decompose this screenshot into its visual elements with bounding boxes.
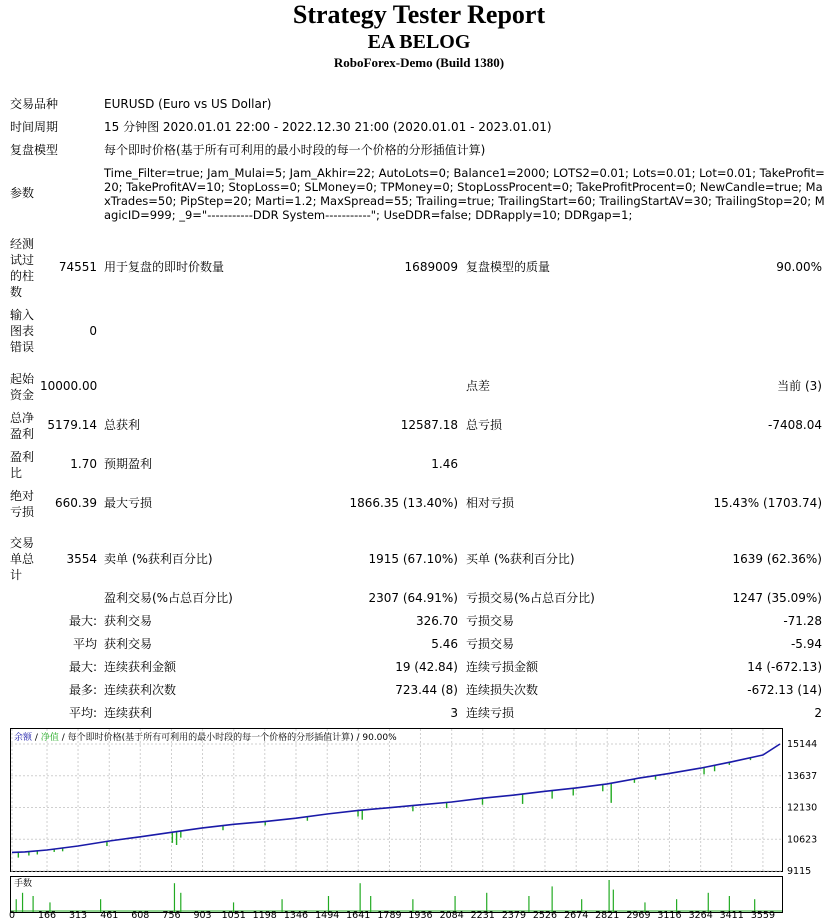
x-tick-label: 1346 bbox=[283, 910, 309, 921]
chart-legend bbox=[14, 731, 397, 743]
lots-label: 手数 bbox=[14, 879, 33, 889]
largest-loss-value: -71.28 bbox=[783, 614, 822, 628]
x-tick-label: 3116 bbox=[657, 910, 682, 921]
most-loss-label: 连续损失次数 bbox=[466, 683, 539, 697]
gross-profit-value: 12587.18 bbox=[400, 418, 458, 432]
x-tick-label: 1494 bbox=[315, 910, 340, 921]
bars-label: 经测试过的柱数 bbox=[10, 237, 35, 299]
x-tick-label: 2969 bbox=[626, 910, 651, 921]
x-tick-label: 1789 bbox=[377, 910, 402, 921]
max-drawdown-label: 最大亏损 bbox=[104, 496, 153, 510]
x-tick-label: 2231 bbox=[470, 910, 495, 921]
abs-drawdown-value: 660.39 bbox=[55, 496, 97, 510]
errors-value: 0 bbox=[89, 324, 97, 338]
average-consecutive-losses-label: 连续亏损 bbox=[466, 706, 515, 720]
x-tick-label: 2821 bbox=[595, 910, 620, 921]
x-tick-label: 3411 bbox=[719, 910, 744, 921]
profit-factor-value: 1.70 bbox=[70, 457, 97, 471]
largest-loss-label: 亏损交易 bbox=[466, 614, 515, 628]
ticks-value: 1689009 bbox=[404, 260, 458, 274]
x-tick-label: 461 bbox=[100, 910, 119, 921]
average-consecutive-wins-value: 3 bbox=[450, 706, 458, 720]
lots-chart-frame bbox=[11, 877, 783, 913]
rel-drawdown-label: 相对亏损 bbox=[466, 496, 515, 510]
params-label: 参数 bbox=[10, 186, 35, 200]
x-tick-label: 3559 bbox=[750, 910, 776, 921]
largest-profit-label: 获利交易 bbox=[104, 614, 153, 628]
average-consecutive-losses-value: 2 bbox=[814, 706, 822, 720]
y-tick-label: 10623 bbox=[787, 834, 818, 846]
expected-payoff-value: 1.46 bbox=[431, 457, 458, 471]
legend-separator: / bbox=[34, 733, 38, 743]
average-profit-label: 获利交易 bbox=[104, 637, 153, 651]
gross-loss-value: -7408.04 bbox=[768, 418, 822, 432]
x-tick-label: 2674 bbox=[564, 910, 589, 921]
profit-trades-label: 盈利交易(%占总百分比) bbox=[104, 591, 233, 605]
legend-rest: / 每个即时价格(基于所有可利用的最小时段的每一个价格的分形插值计算) / 90.00% bbox=[61, 733, 397, 743]
max-drawdown-value: 1866.35 (13.40%) bbox=[349, 496, 458, 510]
spread-label: 点差 bbox=[466, 379, 491, 393]
symbol-value: EURUSD (Euro vs US Dollar) bbox=[104, 97, 272, 111]
server-build: RoboForex-Demo (Build 1380) bbox=[333, 55, 505, 70]
most-prefix: 最多: bbox=[68, 683, 97, 697]
net-profit-label: 总净盈利 bbox=[10, 411, 35, 441]
legend-equity: 净值 bbox=[40, 733, 59, 743]
balance-chart bbox=[10, 728, 828, 920]
profit-trades-value: 2307 (64.91%) bbox=[368, 591, 458, 605]
main-chart-frame bbox=[11, 729, 783, 872]
x-tick-label: 1641 bbox=[346, 910, 371, 921]
y-tick-label: 12130 bbox=[787, 802, 818, 814]
deposit-label: 起始资金 bbox=[10, 372, 35, 402]
average-consecutive-prefix: 平均: bbox=[68, 706, 97, 720]
y-tick-label: 13637 bbox=[787, 770, 818, 782]
max-consecutive-prefix: 最大: bbox=[68, 660, 97, 674]
report-title: Strategy Tester Report bbox=[292, 0, 546, 29]
x-tick-label: 3264 bbox=[688, 910, 713, 921]
max-consecutive-losses-label: 连续亏损金额 bbox=[466, 660, 539, 674]
largest-prefix: 最大: bbox=[68, 614, 97, 628]
y-axis-ticks bbox=[787, 739, 817, 877]
largest-profit-value: 326.70 bbox=[416, 614, 458, 628]
bars-value: 74551 bbox=[58, 260, 97, 274]
max-consecutive-losses-value: 14 (-672.13) bbox=[747, 660, 822, 674]
model-label: 复盘模型 bbox=[10, 143, 59, 157]
gross-profit-label: 总获利 bbox=[104, 418, 141, 432]
rel-drawdown-value: 15.43% (1703.74) bbox=[713, 496, 822, 510]
most-profit-value: 723.44 (8) bbox=[395, 683, 458, 697]
symbol-label: 交易品种 bbox=[10, 97, 59, 111]
total-trades-value: 3554 bbox=[66, 552, 97, 566]
average-loss-label: 亏损交易 bbox=[466, 637, 515, 651]
most-loss-value: -672.13 (14) bbox=[747, 683, 822, 697]
deposit-value: 10000.00 bbox=[40, 379, 98, 393]
average-consecutive-wins-label: 连续获利 bbox=[104, 706, 153, 720]
y-tick-label: 15144 bbox=[787, 739, 818, 750]
x-tick-label: 166 bbox=[37, 910, 57, 921]
most-profit-label: 连续获利次数 bbox=[104, 683, 177, 697]
x-tick-label: 1936 bbox=[408, 910, 433, 921]
net-profit-value: 5179.14 bbox=[47, 418, 97, 432]
params-value: Time_Filter=true; Jam_Mulai=5; Jam_Akhir=22; AutoLots=0; Balance1=2000; LOTS2=0.01; Lots=0.01; Lot=0.01; TakeProfit=20; TakeProfitAV=10; StopLoss=0; SLMoney=0; TPMoney=0; StopLossProcent=0; TakeProfitProcent=0; NewCandle=true; MaxTrades=50; PipStep=20; Marti=1.2; MaxSpread=55; Trailing=true; TrailingStart=60; TrailingStartAV=30; TrailingStop=20; MagicID=999; _9="-----------DDR System-----------"; UseDDR=false; DDRapply=10; DDRgap=1; bbox=[104, 166, 825, 222]
average-loss-value: -5.94 bbox=[790, 637, 822, 651]
quality-value: 90.00% bbox=[776, 260, 822, 274]
spread-value: 当前 (3) bbox=[777, 379, 822, 393]
errors-label: 输入图表错误 bbox=[10, 308, 35, 354]
expected-payoff-label: 预期盈利 bbox=[104, 457, 153, 471]
short-positions-label: 卖单 (%获利百分比) bbox=[104, 552, 213, 566]
y-tick-label: 9115 bbox=[787, 866, 812, 877]
x-tick-label: 756 bbox=[162, 910, 181, 921]
loss-trades-value: 1247 (35.09%) bbox=[732, 591, 822, 605]
period-value: 15 分钟图 2020.01.01 22:00 - 2022.12.30 21:00 (2020.01.01 - 2023.01.01) bbox=[104, 120, 552, 134]
x-tick-label: 2526 bbox=[532, 910, 558, 921]
x-tick-label: 2379 bbox=[501, 910, 527, 921]
max-consecutive-wins-value: 19 (42.84) bbox=[395, 660, 458, 674]
quality-label: 复盘模型的质量 bbox=[466, 260, 551, 274]
short-positions-value: 1915 (67.10%) bbox=[368, 552, 458, 566]
x-tick-label: 0 bbox=[8, 910, 16, 921]
profit-factor-label: 盈利比 bbox=[10, 450, 35, 480]
abs-drawdown-label: 绝对亏损 bbox=[10, 489, 35, 519]
gross-loss-label: 总亏损 bbox=[466, 418, 503, 432]
loss-trades-label: 亏损交易(%占总百分比) bbox=[466, 591, 595, 605]
legend-balance: 余额 bbox=[14, 733, 33, 743]
x-tick-label: 608 bbox=[131, 910, 150, 921]
long-positions-label: 买单 (%获利百分比) bbox=[466, 552, 575, 566]
total-trades-label: 交易单总计 bbox=[10, 536, 35, 582]
x-tick-label: 903 bbox=[193, 910, 212, 921]
long-positions-value: 1639 (62.36%) bbox=[732, 552, 822, 566]
model-value: 每个即时价格(基于所有可利用的最小时段的每一个价格的分形插值计算) bbox=[104, 143, 486, 157]
average-prefix: 平均 bbox=[72, 637, 97, 651]
average-profit-value: 5.46 bbox=[431, 637, 458, 651]
x-tick-label: 313 bbox=[68, 910, 88, 921]
x-tick-label: 1198 bbox=[252, 910, 277, 921]
x-tick-label: 1051 bbox=[221, 910, 246, 921]
max-consecutive-wins-label: 连续获利金额 bbox=[104, 660, 177, 674]
x-tick-label: 2084 bbox=[439, 910, 464, 921]
ea-name: EA BELOG bbox=[367, 31, 471, 53]
ticks-label: 用于复盘的即时价数量 bbox=[104, 260, 225, 274]
period-label: 时间周期 bbox=[10, 120, 59, 134]
